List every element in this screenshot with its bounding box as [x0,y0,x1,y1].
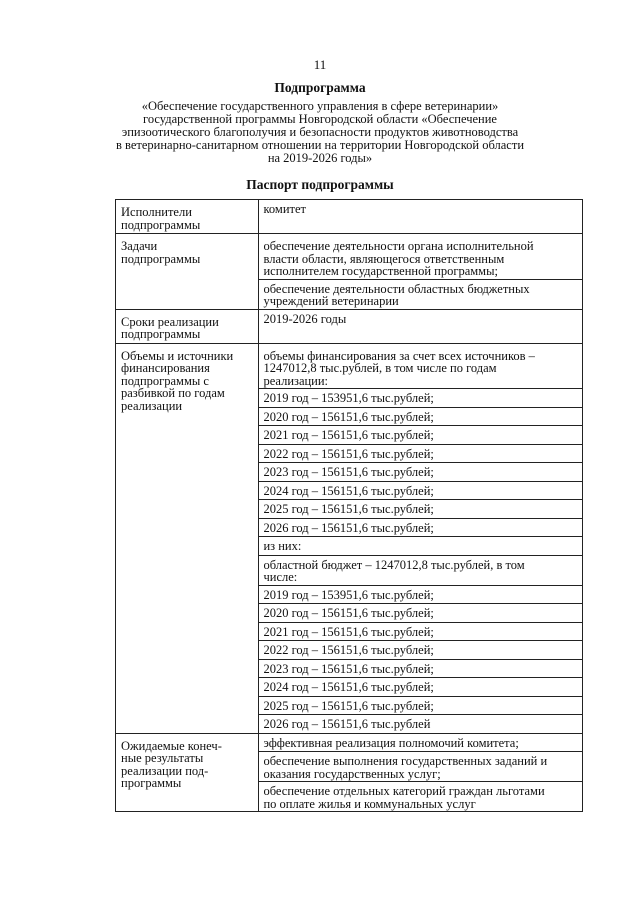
value-entry [259,499,582,518]
value-entry [259,555,582,585]
value-entry-line: 2025 год – 156151,6 тыс.рублей; [263,502,434,516]
value-entry-line: по оплате жилья и коммунальных услуг [263,796,476,811]
value-entry [259,310,582,328]
value-entry [259,407,582,426]
value-entry-line: 2020 год – 156151,6 тыс.рублей; [263,409,434,424]
value-entry [259,714,582,733]
value-entry-line: 2019 год – 153951,6 тыс.рублей; [263,587,434,602]
value-entry-line: эффективная реализация полномочий комитета; [263,735,519,750]
subtitle-line: «Обеспечение государственного управления в сфере ветеринарии» [141,99,499,113]
passport-table-body [116,200,583,812]
row-label [116,309,259,343]
value-entry-line: 2026 год – 156151,6 тыс.рублей; [263,520,434,535]
row-label [116,234,259,310]
value-entry-line: 2019 год – 153951,6 тыс.рублей; [263,391,434,405]
row-label [116,733,259,812]
value-entry-line: обеспечение деятельности органа исполнительной [263,239,534,253]
row-label-line: подпрограммы [121,217,201,232]
passport-row [116,200,583,234]
value-entry [259,734,582,752]
value-entry-line: 2021 год – 156151,6 тыс.рублей; [263,428,434,442]
row-label-line: финансирования [121,361,210,375]
value-entry [259,344,582,389]
row-label-line: подпрограммы [121,251,201,266]
row-value [259,234,583,310]
row-label-line: Исполнители [121,205,192,219]
row-label-line: подпрограммы [121,327,201,341]
value-entry-line: оказания государственных услуг; [263,766,441,781]
row-label-line: Сроки реализации [121,314,219,329]
value-entry-line: 2022 год – 156151,6 тыс.рублей; [263,643,434,657]
page-number: 11 [313,57,327,72]
value-entry [259,388,582,407]
value-entry-line: учреждений ветеринарии [263,294,399,308]
value-entry [259,444,582,463]
row-value [259,200,583,234]
value-entry-line: исполнителем государственной программы; [263,264,498,278]
value-entry-line: 2023 год – 156151,6 тыс.рублей; [263,465,434,479]
value-entry-line: 2025 год – 156151,6 тыс.рублей; [263,698,434,713]
value-entry-line: 2022 год – 156151,6 тыс.рублей; [263,446,434,461]
value-entry-line: 2020 год – 156151,6 тыс.рублей; [263,606,434,620]
value-entry [259,462,582,481]
row-label-line: ные результаты [121,751,204,765]
value-entry [259,603,582,622]
row-value [259,309,583,343]
subtitle-line: государственной программы Новгородской области «Обеспечение [143,112,497,126]
passport-row [116,234,583,310]
passport-row [116,733,583,812]
value-entry [259,481,582,500]
value-entry-line: числе: [263,570,298,584]
value-entry [259,200,582,218]
passport-table [115,199,583,812]
value-entry [259,234,582,279]
value-entry-line: 1247012,8 тыс.рублей, в том числе по годам [263,361,497,375]
row-label [116,200,259,234]
row-label-line: реализации [121,398,183,413]
value-entry [259,425,582,444]
value-entry-line: объемы финансирования за счет всех источников – [263,348,535,363]
row-label-line: подпрограммы с [121,373,209,388]
value-entry-line: обеспечение деятельности областных бюджетных [263,281,530,296]
value-entry-line: 2023 год – 156151,6 тыс.рублей; [263,661,434,676]
value-entry-line: 2024 год – 156151,6 тыс.рублей; [263,680,434,694]
value-entry-line: обеспечение отдельных категорий граждан льготами [263,784,545,798]
row-label-line: реализации под- [121,763,209,778]
value-entry-line: 2021 год – 156151,6 тыс.рублей; [263,624,434,639]
value-entry-line: комитет [263,202,306,216]
value-entry [259,751,582,781]
passport-row [116,309,583,343]
value-entry [259,585,582,604]
value-entry-line: 2019-2026 годы [263,311,347,326]
subprogram-subtitle [90,100,550,165]
row-label [116,343,259,733]
row-value [259,343,583,733]
row-label-line: разбивкой по годам [121,386,225,400]
value-entry [259,640,582,659]
row-label-line: программы [121,776,182,790]
value-entry-line: 2024 год – 156151,6 тыс.рублей; [263,483,434,498]
value-entry-line: 2026 год – 156151,6 тыс.рублей [263,717,431,731]
value-entry [259,518,582,537]
value-entry [259,696,582,715]
value-entry-line: обеспечение выполнения государственных заданий и [263,754,548,768]
value-entry-line: власти области, являющегося ответственным [263,251,505,266]
value-entry [259,781,582,811]
row-label-line: Задачи [121,239,158,253]
value-entry [259,677,582,696]
value-entry [259,536,582,555]
value-entry [259,622,582,641]
subtitle-line: в ветеринарно-санитарном отношении на территории Новгородской области [115,138,525,152]
subtitle-line: эпизоотического благополучия и безопасности продуктов животноводства [121,125,519,139]
passport-title: Паспорт подпрограммы [246,177,394,192]
row-label-line: Объемы и источники [121,348,234,363]
subtitle-line: на 2019-2026 годы» [267,151,373,165]
row-label-line: Ожидаемые конеч- [121,738,222,753]
subprogram-title: Подпрограмма [274,80,366,95]
value-entry [259,279,582,309]
value-entry [259,659,582,678]
row-value [259,733,583,812]
passport-row [116,343,583,733]
value-entry-line: областной бюджет – 1247012,8 тыс.рублей, в том [263,557,525,572]
value-entry-line: реализации: [263,373,329,388]
value-entry-line: из них: [263,539,302,553]
